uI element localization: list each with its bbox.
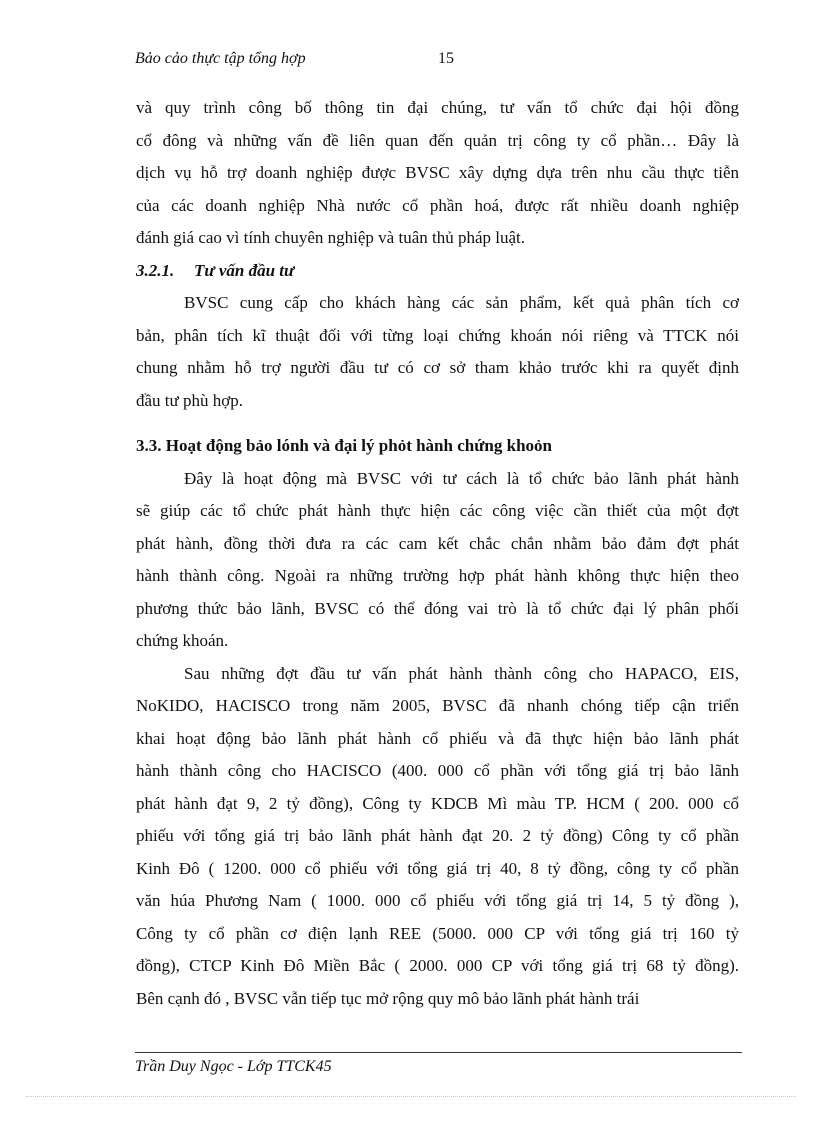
section-title: Tư vấn đầu tư bbox=[194, 260, 295, 280]
text-line: Sau những đợt đầu tư vấn phát hành thành công cho HAPACO, EIS, bbox=[184, 663, 739, 683]
document-body bbox=[136, 92, 739, 1015]
text-line: đánh giá cao vì tính chuyên nghiệp và tuân thủ pháp luật. bbox=[136, 228, 526, 247]
text-line: hành thành công cho HACISCO (400. 000 cổ phần với tổng giá trị bảo lãnh bbox=[136, 761, 739, 780]
page-edge-divider bbox=[26, 1096, 796, 1097]
text-line: bản, phân tích kĩ thuật đối với từng loại chứng khoán nói riêng và TTCK nói bbox=[136, 325, 739, 345]
text-line: và quy trình công bố thông tin đại chúng, tư vấn tổ chức đại hội đồng bbox=[136, 98, 739, 117]
text-line: dịch vụ hỗ trợ doanh nghiệp được BVSC xây dựng dựa trên nhu cầu thực tiễn bbox=[136, 163, 739, 182]
text-line: phiếu với tổng giá trị bảo lãnh phát hành đạt 20. 2 tỷ đồng) Công ty cổ phần bbox=[136, 826, 739, 845]
text-line: khai hoạt động bảo lãnh phát hành cổ phiếu và đã thực hiện bảo lãnh phát bbox=[136, 728, 739, 748]
text-line: đồng), CTCP Kinh Đô Miền Bắc ( 2000. 000 CP với tổng giá trị 68 tỷ đồng). bbox=[136, 956, 739, 975]
paragraph-4 bbox=[136, 658, 739, 1016]
footer-author: Trần Duy Ngọc - Lớp TTCK45 bbox=[135, 1058, 332, 1075]
section-heading-3-3: 3.3. Hoạt động bảo lónh và đại lý phỏt hành chứng khoỏn bbox=[136, 436, 552, 455]
text-line: hành thành công. Ngoài ra những trường hợp phát hành không thực hiện theo bbox=[136, 566, 739, 585]
page-number: 15 bbox=[438, 50, 454, 67]
text-line: phương thức bảo lãnh, BVSC có thể đóng vai trò là tổ chức đại lý phân phối bbox=[136, 598, 739, 618]
text-line: BVSC cung cấp cho khách hàng các sản phẩm, kết quả phân tích cơ bbox=[184, 293, 739, 312]
text-line: NoKIDO, HACISCO trong năm 2005, BVSC đã nhanh chóng tiếp cận triển bbox=[136, 696, 739, 715]
header-title: Bảo cảo thực tập tổng hợp bbox=[135, 50, 306, 67]
paragraph-3 bbox=[136, 463, 739, 658]
paragraph-2 bbox=[136, 287, 739, 417]
text-line: phát hành, đồng thời đưa ra các cam kết chắc chắn nhằm bảo đảm đợt phát bbox=[136, 533, 739, 553]
text-line: phát hành đạt 9, 2 tỷ đồng), Công ty KDCB Mì màu TP. HCM ( 200. 000 cổ bbox=[136, 793, 739, 813]
footer-divider bbox=[135, 1052, 742, 1053]
text-line: Kinh Đô ( 1200. 000 cổ phiếu với tổng giá trị 40, 8 tỷ đồng, công ty cổ phần bbox=[136, 858, 739, 878]
paragraph-1 bbox=[136, 92, 739, 255]
text-line: Bên cạnh đó , BVSC vẫn tiếp tục mở rộng quy mô bảo lãnh phát hành trái bbox=[136, 988, 640, 1008]
text-line: sẽ giúp các tổ chức phát hành thực hiện các công việc cần thiết của một đợt bbox=[136, 501, 739, 520]
text-line: chứng khoán. bbox=[136, 631, 229, 650]
text-line: chung nhằm hỗ trợ người đầu tư có cơ sở tham khảo trước khi ra quyết định bbox=[136, 358, 739, 377]
text-line: Đây là hoạt động mà BVSC với tư cách là tổ chức bảo lãnh phát hành bbox=[184, 468, 739, 488]
section-heading-3-2-1 bbox=[136, 255, 739, 288]
section-number: 3.2.1. bbox=[136, 260, 175, 280]
text-line: cổ đông và những vấn đề liên quan đến quản trị công ty cổ phần… Đây là bbox=[136, 130, 739, 150]
text-line: của các doanh nghiệp Nhà nước cổ phần hoá, được rất nhiều doanh nghiệp bbox=[136, 195, 739, 215]
text-line: Công ty cổ phần cơ điện lạnh REE (5000. 000 CP với tổng giá trị 160 tỷ bbox=[136, 923, 739, 943]
text-line: văn húa Phương Nam ( 1000. 000 cổ phiếu với tổng giá trị 14, 5 tỷ đồng ), bbox=[136, 891, 739, 910]
text-line: đầu tư phù hợp. bbox=[136, 390, 243, 410]
